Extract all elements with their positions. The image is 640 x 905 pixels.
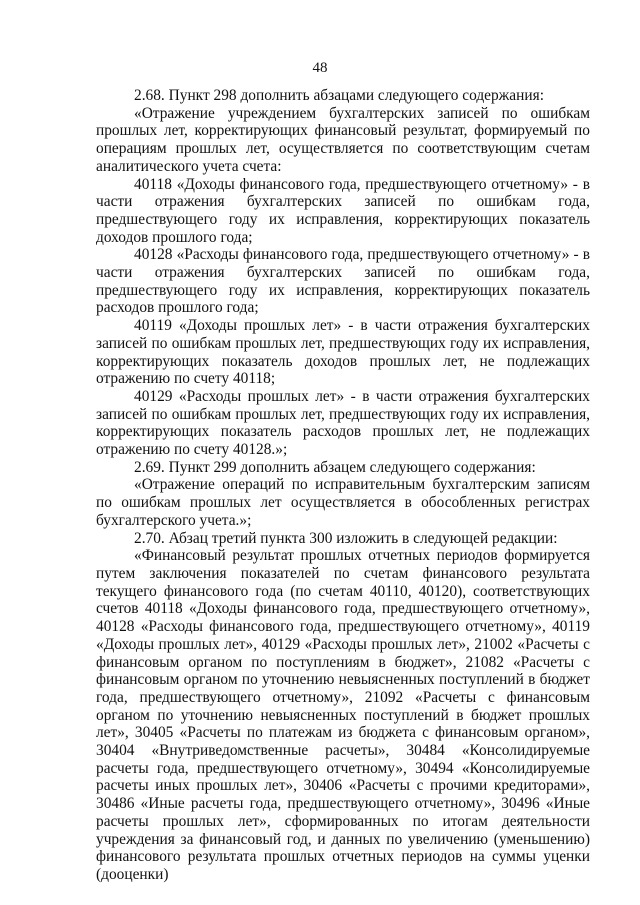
paragraph-financial-result: «Финансовый результат прошлых отчетных периодов формируется путем заключения показателей по счетам финансового результата текущего финансового года (по счетам 40110, 40120), соответствующих счетов 40118 «Доходы финансового года, предшествующего отчетному», 40128 «Расходы финансового года, предшествующего отчетному», 40119 «Доходы прошлых лет», 40129 «Расходы прошлых лет», 21002 «Расчеты с финансовым органом по поступлениям в бюджет», 21082 «Расчеты с финансовым органом по уточнению невыясненных поступлений в бюджет года, предшествующего отчетному», 21092 «Расчеты с финансовым органом по уточнению невыясненных поступлений в бюджет прошлых лет», 30405 «Расчеты по платежам из бюджета с финансовым органом», 30404 «Внутриведомственные расчеты», 30484 «Консолидируемые расчеты года, предшествующего отчетному», 30494 «Консолидируемые расчеты иных прошлых лет», 30406 «Расчеты с прочими кредиторами», 30486 «Иные расчеты года, предшествующего отчетному», 30496 «Иные расчеты прошлых лет», сформированных по итогам деятельности учреждения за финансовый год, и данных по увеличению (уменьшению) финансового результата прошлых отчетных периодов на суммы уценки (дооценки) (96, 547, 590, 883)
paragraph-account-40119: 40119 «Доходы прошлых лет» - в части отражения бухгалтерских записей по ошибкам прошлых лет, предшествующих году их исправления, корректирующих показатель доходов прошлых лет, не подлежащих отражению по счету 40118; (96, 317, 590, 388)
document-body (96, 87, 590, 884)
paragraph-separate-registers: «Отражение операций по исправительным бухгалтерским записям по ошибкам прошлых лет осуществляется в обособленных регистрах бухгалтерского учета.»; (96, 476, 590, 529)
paragraph-intro-quote: «Отражение учреждением бухгалтерских записей по ошибкам прошлых лет, корректирующих финансовый результат, формируемый по операциям прошлых лет, осуществляется по соответствующим счетам аналитического учета счета: (96, 104, 590, 175)
paragraph-account-40118: 40118 «Доходы финансового года, предшествующего отчетному» - в части отражения бухгалтерских записей по ошибкам года, предшествующего году их исправления, корректирующих показатель доходов прошлого года; (96, 175, 590, 246)
paragraph-2-69-heading: 2.69. Пункт 299 дополнить абзацем следующего содержания: (134, 458, 536, 476)
paragraph-account-40129: 40129 «Расходы прошлых лет» - в части отражения бухгалтерских записей по ошибкам прошлых лет, предшествующих году их исправления, корректирующих показатель расходов прошлых лет, не подлежащих отражению по счету 40128.»; (96, 387, 590, 459)
page-number: 48 (312, 60, 328, 76)
paragraph-2-68-heading: 2.68. Пункт 298 дополнить абзацами следующего содержания: (134, 87, 544, 104)
paragraph-2-70-heading: 2.70. Абзац третий пункта 300 изложить в следующей редакции: (134, 529, 558, 547)
paragraph-account-40128: 40128 «Расходы финансового года, предшествующего отчетному» - в части отражения бухгалтерских записей по ошибкам года, предшествующего году их исправления, корректирующих показатель расходов прошлого года; (96, 246, 590, 317)
